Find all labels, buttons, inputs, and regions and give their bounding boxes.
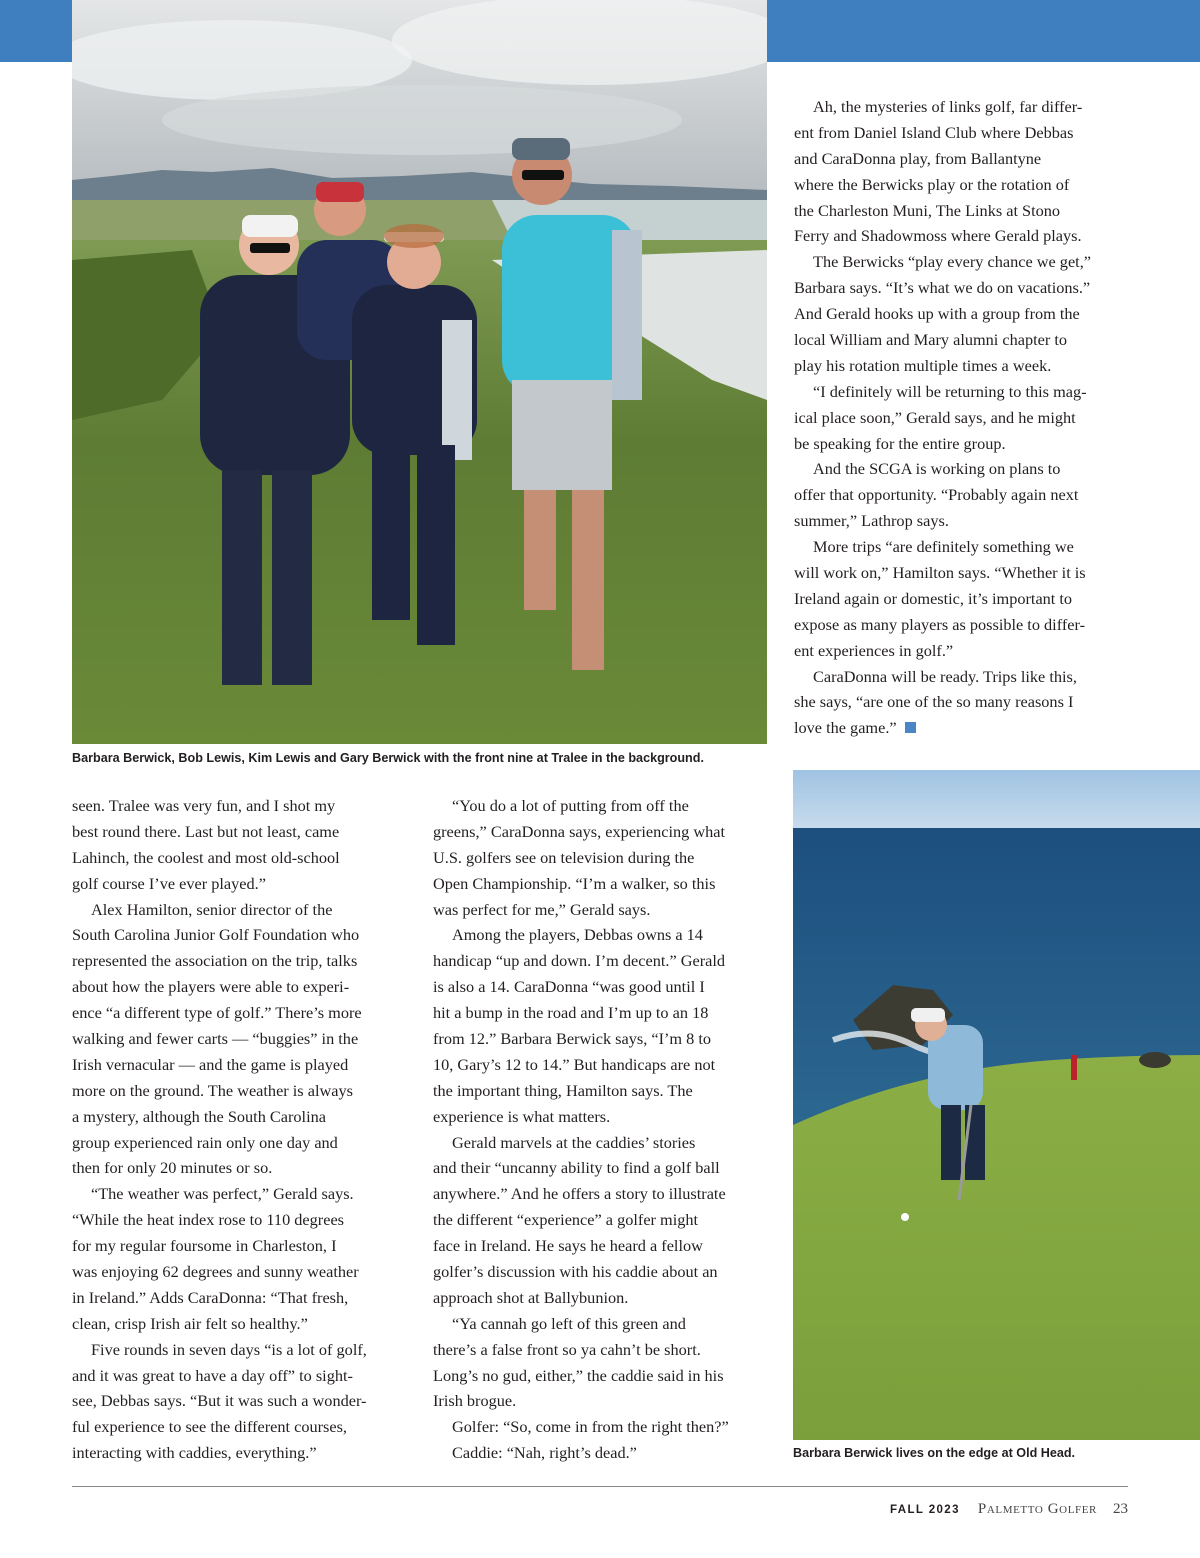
photo-golfers-tralee bbox=[72, 0, 767, 744]
text-line: then for only 20 minutes or so. bbox=[72, 1158, 273, 1178]
text-line: Five rounds in seven days “is a lot of golf, bbox=[91, 1339, 367, 1359]
text-line: greens,” CaraDonna says, experiencing what bbox=[433, 821, 726, 841]
text-line: was enjoying 62 degrees and sunny weather bbox=[72, 1262, 359, 1282]
text-line: “Ya cannah go left of this green and bbox=[452, 1313, 686, 1333]
photo-caption-side: Barbara Berwick lives on the edge at Old Head. bbox=[793, 1446, 1076, 1460]
text-line: U.S. golfers see on television during the bbox=[433, 847, 695, 867]
text-line: And Gerald hooks up with a group from the bbox=[794, 304, 1080, 324]
text-line: Caddie: “Nah, right’s dead.” bbox=[452, 1443, 637, 1463]
text-line-last bbox=[794, 715, 1139, 741]
text-line: be speaking for the entire group. bbox=[794, 433, 1006, 453]
text-line: the Charleston Muni, The Links at Stono bbox=[794, 200, 1061, 220]
text-line: and it was great to have a day off” to sight- bbox=[72, 1365, 353, 1385]
text-line: CaraDonna will be ready. Trips like this, bbox=[813, 666, 1077, 686]
text-line: The Berwicks “play every chance we get,” bbox=[813, 252, 1091, 272]
text-line: Gerald marvels at the caddies’ stories bbox=[452, 1132, 696, 1152]
text-line: best round there. Last but not least, came bbox=[72, 821, 340, 841]
text-line: is also a 14. CaraDonna “was good until I bbox=[433, 977, 705, 997]
text-line: from 12.” Barbara Berwick says, “I’m 8 to bbox=[433, 1029, 712, 1049]
text-line: face in Ireland. He says he heard a fellow bbox=[433, 1236, 703, 1256]
text-line: ent from Daniel Island Club where Debbas bbox=[794, 122, 1074, 142]
text-line: “While the heat index rose to 110 degrees bbox=[72, 1210, 345, 1230]
text-line: golf course I’ve ever played.” bbox=[72, 873, 266, 893]
text-line: and their “uncanny ability to find a golf ball bbox=[433, 1158, 720, 1178]
text-line: hit a bump in the road and I’m up to an 18 bbox=[433, 1003, 709, 1023]
end-mark-icon bbox=[905, 722, 916, 733]
text-line: for my regular foursome in Charleston, I bbox=[72, 1236, 337, 1256]
text-line: represented the association on the trip, talks bbox=[72, 951, 358, 971]
text-line: she says, “are one of the so many reasons I bbox=[794, 692, 1074, 712]
text-line: 10, Gary’s 12 to 14.” But handicaps are not bbox=[433, 1054, 716, 1074]
footer-season: FALL 2023 bbox=[889, 1504, 960, 1516]
text-line: in Ireland.” Adds CaraDonna: “That fresh, bbox=[72, 1287, 349, 1307]
text-line: the important thing, Hamilton says. The bbox=[433, 1080, 693, 1100]
text-line: see, Debbas says. “But it was such a wonder- bbox=[72, 1391, 367, 1411]
text-line: will work on,” Hamilton says. “Whether it is bbox=[794, 563, 1086, 583]
photo-old-head-illustration bbox=[793, 770, 1200, 1440]
text-line: Among the players, Debbas owns a 14 bbox=[452, 925, 703, 945]
text-line-content: love the game.” bbox=[794, 718, 897, 738]
text-line: ence “a different type of golf.” There’s more bbox=[72, 1003, 362, 1023]
text-line: South Carolina Junior Golf Foundation who bbox=[72, 925, 360, 945]
footer-rule bbox=[72, 1486, 1128, 1487]
text-line: offer that opportunity. “Probably again next bbox=[794, 485, 1079, 505]
text-line: seen. Tralee was very fun, and I shot my bbox=[72, 796, 336, 815]
text-line: Long’s no gud, either,” the caddie said in his bbox=[433, 1365, 724, 1385]
text-line: Ferry and Shadowmoss where Gerald plays. bbox=[794, 226, 1082, 246]
text-line: local William and Mary alumni chapter to bbox=[794, 330, 1068, 350]
text-line: Barbara says. “It’s what we do on vacations.” bbox=[794, 278, 1091, 298]
header-color-band-left bbox=[0, 0, 72, 62]
page-number: 23 bbox=[1113, 1501, 1128, 1517]
text-line: Open Championship. “I’m a walker, so this bbox=[433, 873, 716, 893]
text-line: And the SCGA is working on plans to bbox=[813, 459, 1061, 479]
footer-magazine-name: Palmetto Golfer bbox=[977, 1501, 1097, 1517]
page-footer bbox=[890, 1500, 1128, 1518]
text-line: “I definitely will be returning to this mag- bbox=[813, 381, 1087, 401]
photo-caption-top: Barbara Berwick, Bob Lewis, Kim Lewis and Gary Berwick with the front nine at Tralee in the background. bbox=[72, 751, 704, 765]
text-line: Lahinch, the coolest and most old-school bbox=[72, 847, 340, 867]
text-line: More trips “are definitely something we bbox=[813, 537, 1074, 557]
text-line: handicap “up and down. I’m decent.” Gerald bbox=[433, 951, 726, 971]
text-line: Ireland again or domestic, it’s important to bbox=[794, 588, 1073, 608]
photo-golfers-illustration bbox=[72, 0, 767, 744]
header-color-band-right bbox=[767, 0, 1200, 62]
text-line: clean, crisp Irish air felt so healthy.” bbox=[72, 1313, 308, 1333]
text-line: “The weather was perfect,” Gerald says. bbox=[91, 1184, 354, 1204]
text-line: play his rotation multiple times a week. bbox=[794, 355, 1052, 375]
text-line: the different “experience” a golfer might bbox=[433, 1210, 699, 1230]
text-line: Irish brogue. bbox=[433, 1391, 517, 1411]
text-line: expose as many players as possible to differ- bbox=[794, 614, 1086, 634]
text-line: walking and fewer carts — “buggies” in the bbox=[72, 1029, 359, 1049]
text-line: ful experience to see the different courses, bbox=[72, 1417, 348, 1437]
text-line: ent experiences in golf.” bbox=[794, 640, 954, 660]
text-line: “You do a lot of putting from off the bbox=[452, 796, 689, 815]
text-line: experience is what matters. bbox=[433, 1106, 611, 1126]
text-line: a mystery, although the South Carolina bbox=[72, 1106, 326, 1126]
text-line: group experienced rain only one day and bbox=[72, 1132, 338, 1152]
text-line: more on the ground. The weather is always bbox=[72, 1080, 353, 1100]
text-line: where the Berwicks play or the rotation of bbox=[794, 174, 1070, 194]
article-column-a bbox=[72, 793, 417, 1466]
text-line: summer,” Lathrop says. bbox=[794, 511, 949, 531]
text-line: and CaraDonna play, from Ballantyne bbox=[794, 148, 1042, 168]
text-line: anywhere.” And he offers a story to illustrate bbox=[433, 1184, 726, 1204]
text-line: there’s a false front so ya cahn’t be short. bbox=[433, 1339, 701, 1359]
article-column-b bbox=[433, 793, 778, 1466]
photo-old-head bbox=[793, 770, 1200, 1440]
text-line: Golfer: “So, come in from the right then?” bbox=[452, 1417, 729, 1437]
text-line: golfer’s discussion with his caddie about an bbox=[433, 1262, 718, 1282]
text-line: Alex Hamilton, senior director of the bbox=[91, 899, 333, 919]
article-column-right bbox=[794, 94, 1139, 741]
text-line: about how the players were able to experi- bbox=[72, 977, 350, 997]
text-line: was perfect for me,” Gerald says. bbox=[433, 899, 651, 919]
text-line: approach shot at Ballybunion. bbox=[433, 1287, 629, 1307]
text-line: Ah, the mysteries of links golf, far differ- bbox=[813, 97, 1083, 116]
text-line: Irish vernacular — and the game is played bbox=[72, 1054, 349, 1074]
text-line: interacting with caddies, everything.” bbox=[72, 1443, 317, 1463]
text-line: ical place soon,” Gerald says, and he might bbox=[794, 407, 1076, 427]
